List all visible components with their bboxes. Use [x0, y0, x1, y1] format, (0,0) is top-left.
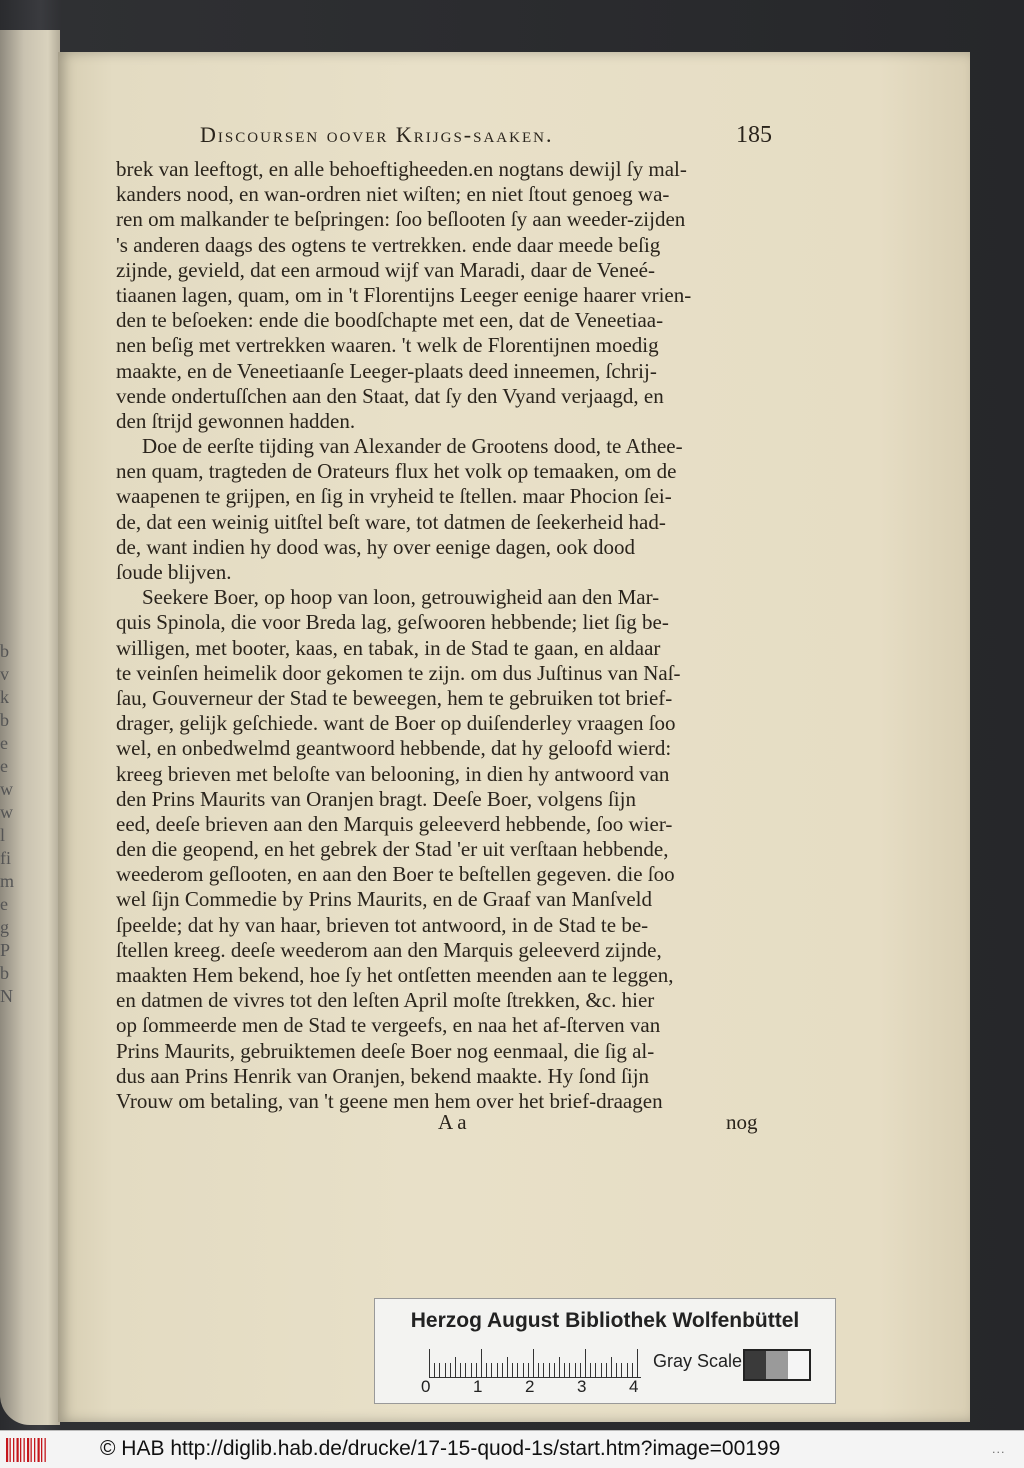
ruler-tick — [517, 1363, 518, 1377]
text-line: ſtellen kreeg. deeſe weederom aan den Marquis geleeverd zijnde, — [116, 937, 662, 962]
ruler-tick — [481, 1349, 482, 1377]
text-line: eed, deeſe brieven aan den Marquis geleeverd hebbende, ſoo wier- — [116, 811, 673, 836]
text-line: maakte, en de Veneetiaanſe Leeger-plaats deed inneemen, ſchrij- — [116, 358, 657, 383]
text-line: den Prins Maurits van Oranjen bragt. Deeſe Boer, volgens ſijn — [116, 786, 636, 811]
library-color-target — [374, 1298, 836, 1404]
text-line: tiaanen lagen, quam, om in 't Florentijns Leeger eenige haarer vrien- — [116, 282, 692, 307]
text-line: waapenen te grijpen, en ſig in vryheid te ſtellen. maar Phocion ſei- — [116, 484, 672, 509]
ruler-number: 4 — [629, 1377, 639, 1396]
text-line: de, want indien hy dood was, hy over eenige dagen, ook dood — [116, 534, 636, 559]
ruler-tick — [497, 1363, 498, 1377]
gray-step — [788, 1351, 809, 1379]
margin-fragment: e — [0, 733, 8, 753]
margin-fragment: b — [0, 641, 9, 661]
gray-step — [745, 1351, 766, 1379]
margin-fragment: N — [0, 986, 13, 1006]
ruler-tick — [445, 1363, 446, 1377]
ruler-tick — [523, 1363, 524, 1377]
ruler-tick — [616, 1363, 617, 1377]
library-name: Herzog August Bibliothek Wolfenbüttel — [410, 1309, 800, 1332]
margin-fragment: b — [0, 710, 9, 730]
margin-fragment: k — [0, 687, 9, 707]
text-line: ſpeelde; dat hy van haar, brieven tot antwoord, in de Stad te be- — [116, 912, 649, 937]
text-line: willigen, met booter, kaas, en tabak, in de Stad te gaan, en aldaar — [116, 635, 661, 660]
margin-fragment: e — [0, 756, 8, 776]
text-line: Seekere Boer, op hoop van loon, getrouwigheid aan den Mar- — [142, 585, 660, 610]
text-line: Prins Maurits, gebruiktemen deeſe Boer nog eenmaal, die ſig al- — [116, 1038, 655, 1063]
copyright-url[interactable]: © HAB http://diglib.hab.de/drucke/17-15-quod-1s/start.htm?image=00199 — [100, 1437, 781, 1460]
text-line: Doe de eerſte tijding van Alexander de Grootens dood, te Athee- — [142, 434, 683, 459]
gray-scale-label: Gray Scale — [653, 1351, 743, 1371]
ruler-tick — [476, 1363, 477, 1377]
text-line: ſau, Gouverneur der Stad te beweegen, hem te gebruiken tot brief- — [116, 685, 673, 710]
running-head: Discoursen oover Krijgs-saaken. — [200, 122, 554, 147]
ruler-tick — [606, 1363, 607, 1377]
ruler-tick — [512, 1363, 513, 1377]
ruler-tick — [439, 1363, 440, 1377]
catchword: nog — [726, 1110, 758, 1134]
ruler-tick — [486, 1363, 487, 1377]
text-line: nen quam, tragteden de Orateurs flux het volk op temaaken, om de — [116, 459, 677, 484]
text-line: weederom geſlooten, en aan den Boer te beſtellen gegeven. die ſoo — [116, 862, 675, 887]
ruler-tick — [611, 1357, 612, 1377]
body-text — [116, 157, 772, 1114]
margin-fragment: P — [0, 940, 11, 960]
gray-scale-swatch — [743, 1349, 811, 1381]
text-line: 's anderen daags des ogtens te vertrekken. ende daar meede beſig — [116, 232, 661, 257]
ruler-number: 1 — [473, 1377, 483, 1396]
ruler-tick — [627, 1363, 628, 1377]
text-line: de, dat een weinig uitſtel beſt ware, tot datmen de ſeekerheid had- — [116, 509, 666, 534]
ruler-tick — [455, 1357, 456, 1377]
text-line: op ſommeerde men de Stad te vergeefs, en naa het af-ſterven van — [116, 1013, 661, 1038]
ruler-tick — [450, 1363, 451, 1377]
scale-ruler — [429, 1349, 641, 1378]
ruler-tick — [595, 1363, 596, 1377]
ruler-tick — [533, 1349, 534, 1377]
text-line: den die geopend, en het gebrek der Stad 'er uit verſtaan hebbende, — [116, 837, 669, 862]
text-line: kanders nood, en wan-ordren niet wiſten; en niet ſtout genoeg wa- — [116, 182, 670, 207]
margin-fragment: v — [0, 664, 9, 684]
ruler-tick — [429, 1349, 430, 1377]
ruler-tick — [465, 1363, 466, 1377]
ruler-tick — [590, 1363, 591, 1377]
ruler-tick — [543, 1363, 544, 1377]
text-line: en datmen de vivres tot den leſten April moſte ſtrekken, &c. hier — [116, 988, 655, 1013]
ruler-tick — [575, 1363, 576, 1377]
ruler-tick — [434, 1363, 435, 1377]
text-line: zijnde, gevield, dat een armoud wijf van Maradi, daar de Veneé- — [116, 257, 655, 282]
ruler-tick — [632, 1363, 633, 1377]
ruler-number: 3 — [577, 1377, 587, 1396]
more-icon[interactable]: ... — [992, 1443, 1006, 1456]
page-number: 185 — [736, 122, 772, 148]
ruler-tick — [554, 1363, 555, 1377]
ruler-tick — [507, 1357, 508, 1377]
ruler-tick — [559, 1357, 560, 1377]
text-line: brek van leeftogt, en alle behoeftigheeden.en nogtans dewijl ſy mal- — [116, 157, 687, 181]
text-line: dus aan Prins Henrik van Oranjen, bekend maakte. Hy ſond ſijn — [116, 1063, 650, 1088]
hab-logo-icon[interactable] — [6, 1438, 48, 1462]
margin-fragment: m — [0, 871, 15, 891]
margin-fragment: w — [0, 779, 13, 799]
text-line: quis Spinola, die voor Breda lag, geſwooren hebbende; liet ſig be- — [116, 610, 669, 635]
ruler-number: 2 — [525, 1377, 535, 1396]
margin-fragment: l — [0, 825, 6, 845]
ruler-tick — [637, 1349, 638, 1377]
margin-fragment: fi — [0, 848, 11, 868]
ruler-number: 0 — [421, 1377, 431, 1396]
text-line: den te beſoeken: ende die boodſchapte met een, dat de Veneetiaa- — [116, 308, 664, 333]
ruler-tick — [491, 1363, 492, 1377]
text-line: maakten Hem bekend, hoe ſy het ontſetten meenden aan te leggen, — [116, 963, 674, 987]
margin-fragment: b — [0, 963, 9, 983]
text-line: kreeg brieven met beloſte van belooning, in dien hy antwoord van — [116, 761, 670, 786]
ruler-tick — [538, 1363, 539, 1377]
ruler-tick — [621, 1363, 622, 1377]
text-line: wel, en onbedwelmd geantwoord hebbende, dat hy geloofd wierd: — [116, 736, 672, 761]
footer-bar — [0, 1430, 1024, 1468]
ruler-tick — [460, 1363, 461, 1377]
text-line: ren om malkander te beſpringen: ſoo beſlooten ſy aan weeder-zijden — [116, 207, 686, 232]
text-line: te veinſen heimelik door gekomen te zijn. om dus Juſtinus van Naſ- — [116, 660, 681, 685]
text-line: den ſtrijd gewonnen hadden. — [116, 408, 356, 433]
margin-fragment: e — [0, 894, 8, 914]
ruler-tick — [580, 1363, 581, 1377]
text-line: nen beſig met vertrekken waaren. 't welk de Florentijnen moedig — [116, 333, 659, 358]
text-line: vende ondertuſſchen aan den Staat, dat ſy den Vyand verjaagd, en — [116, 383, 664, 408]
facing-page-fragments — [0, 640, 30, 1008]
text-line: drager, gelijk geſchiede. want de Boer op duiſenderley vraagen ſoo — [116, 711, 676, 736]
ruler-tick — [564, 1363, 565, 1377]
margin-fragment: g — [0, 917, 9, 937]
margin-fragment: w — [0, 802, 13, 822]
scale-ruler-labels — [421, 1377, 651, 1399]
ruler-tick — [585, 1349, 586, 1377]
ruler-tick — [528, 1363, 529, 1377]
text-line: Vrouw om betaling, van 't geene men hem over het brief-draagen — [116, 1088, 663, 1113]
text-line: ſoude blijven. — [116, 560, 232, 584]
signature-mark: A a — [438, 1110, 467, 1134]
ruler-tick — [569, 1363, 570, 1377]
gray-step — [766, 1351, 787, 1379]
ruler-tick — [471, 1363, 472, 1377]
text-line: wel ſijn Commedie by Prins Maurits, en de Graaf van Manſveld — [116, 887, 652, 912]
ruler-tick — [502, 1363, 503, 1377]
ruler-tick — [549, 1363, 550, 1377]
ruler-tick — [601, 1363, 602, 1377]
